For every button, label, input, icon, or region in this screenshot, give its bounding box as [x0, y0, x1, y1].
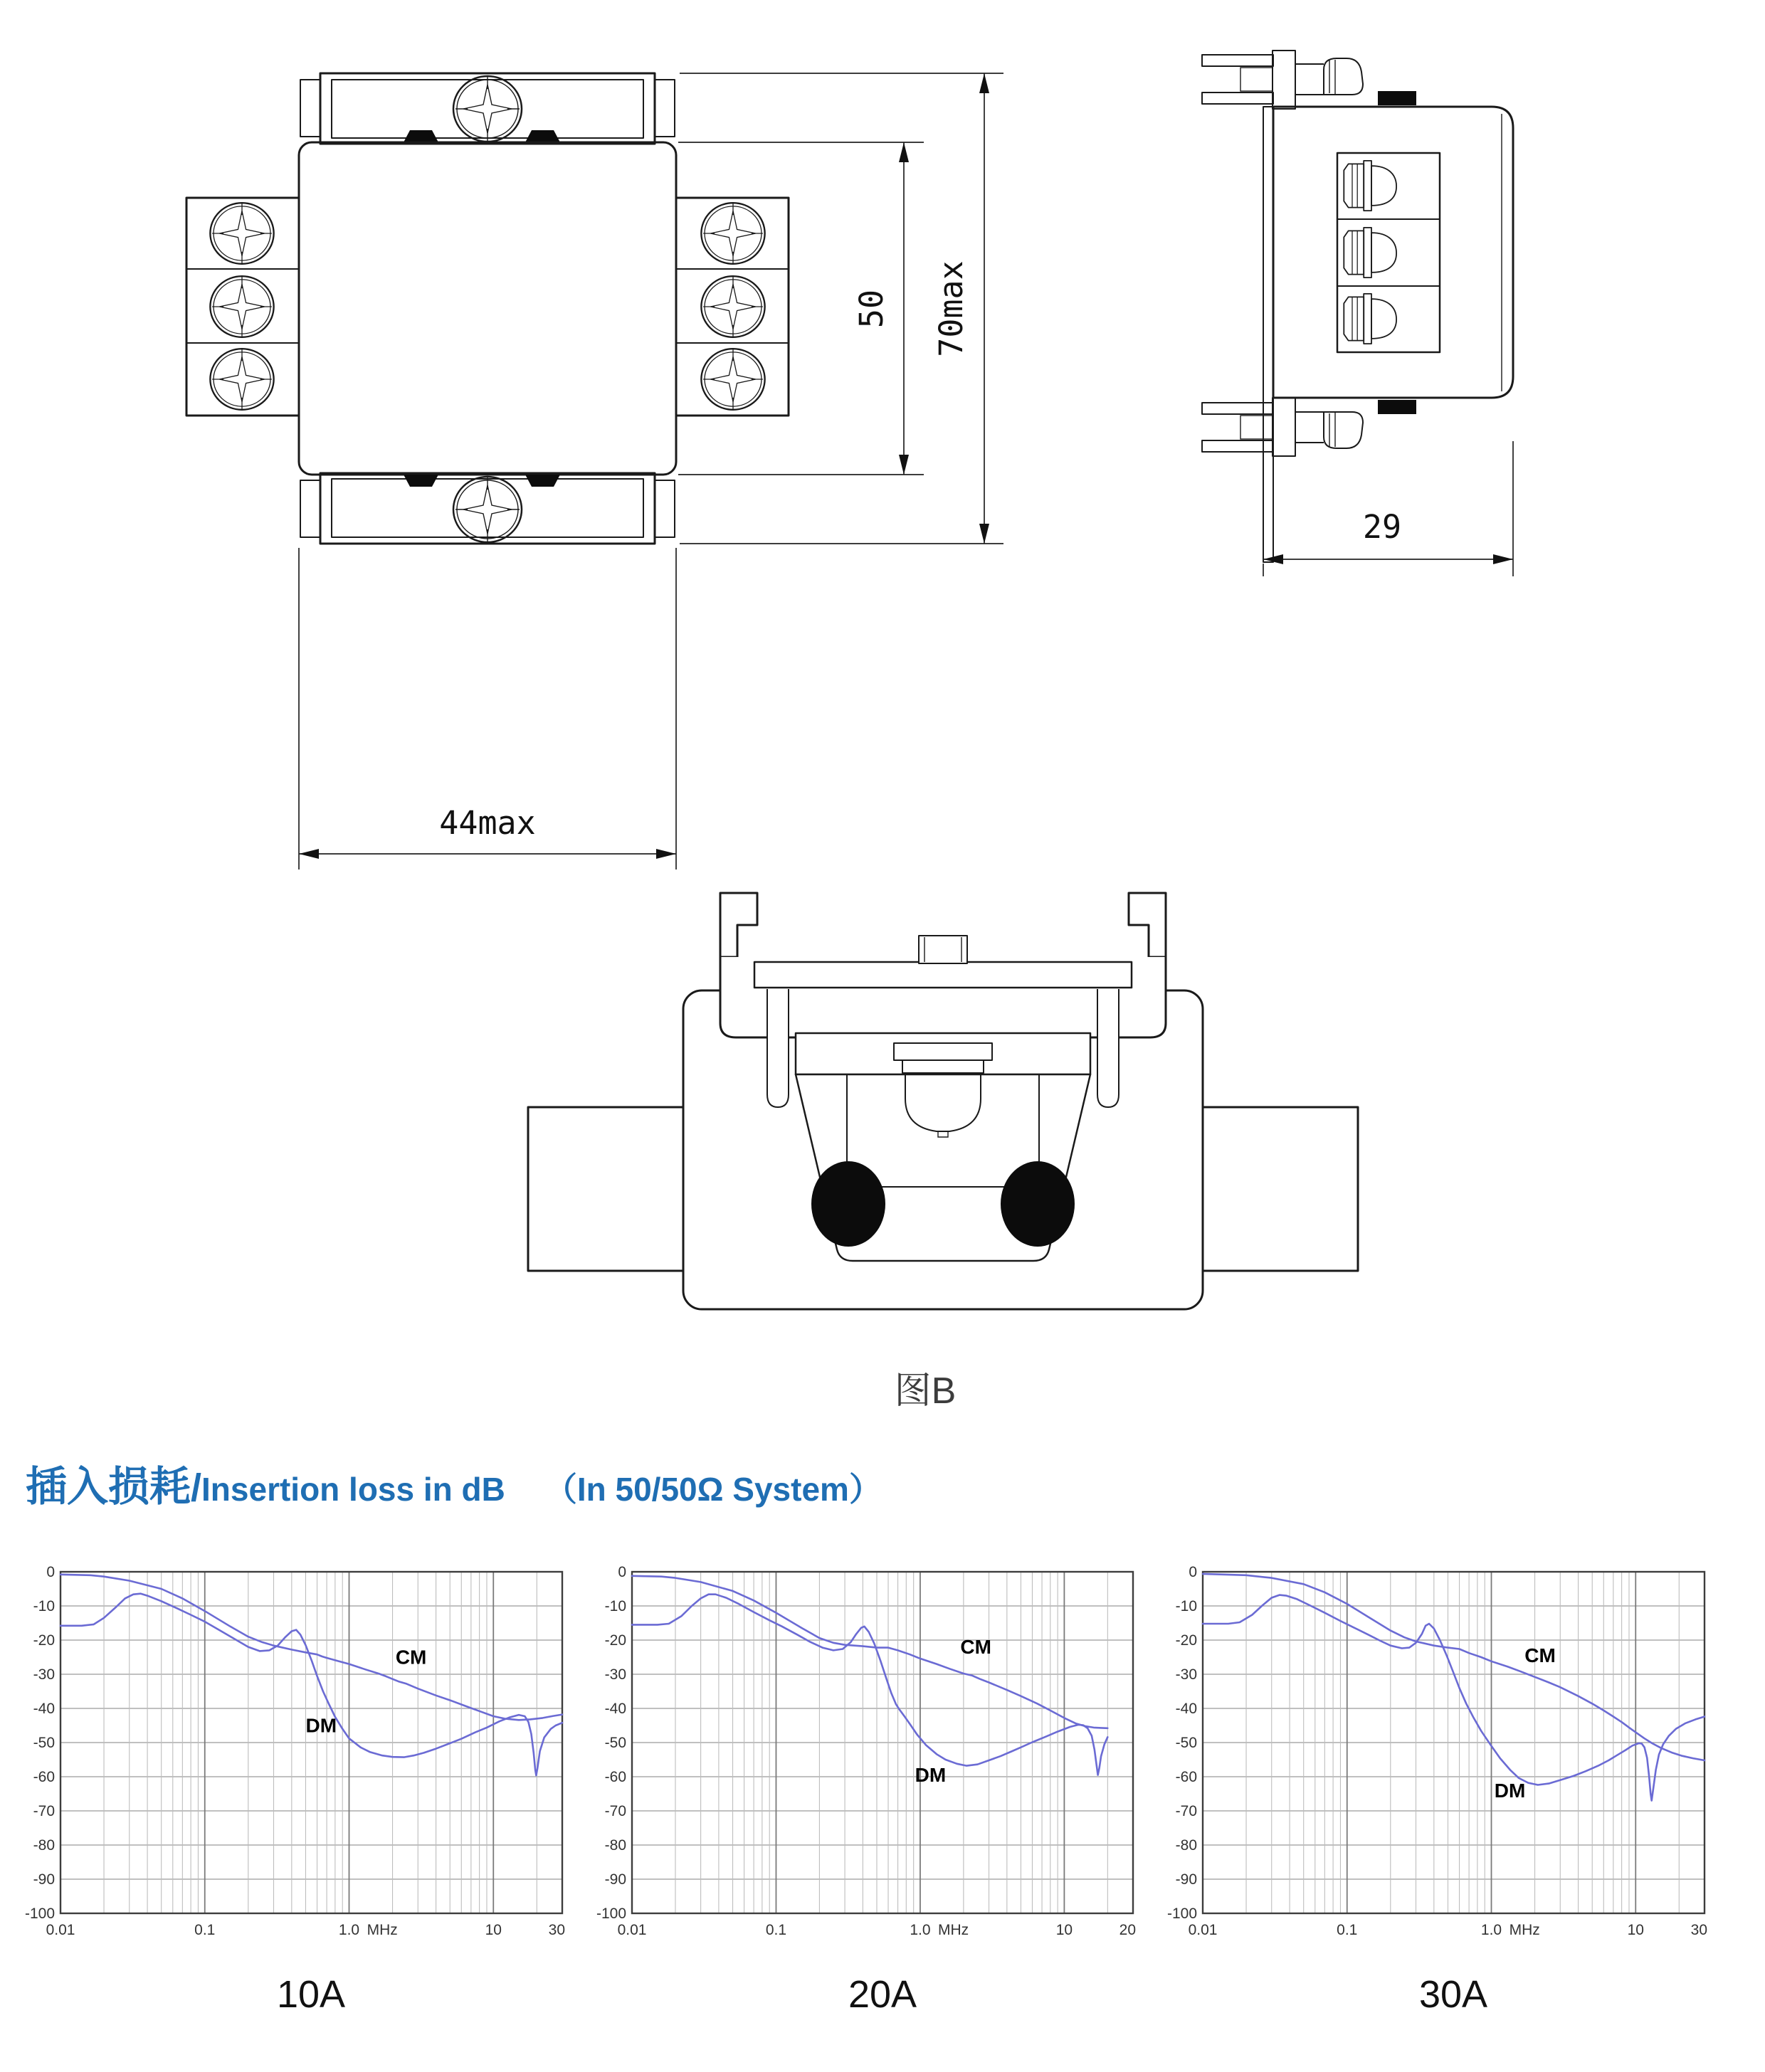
heading-slash: / — [191, 1466, 202, 1509]
x-tick-label: 0.1 — [1337, 1922, 1358, 1938]
x-tick-label: 20 — [1119, 1922, 1137, 1938]
y-tick-label: -50 — [604, 1735, 626, 1751]
cm-series-label: CM — [960, 1636, 991, 1659]
x-tick-label: 0.1 — [194, 1922, 216, 1938]
y-tick-label: -10 — [1175, 1598, 1197, 1614]
y-tick-label: -60 — [1175, 1769, 1197, 1785]
x-tick-label: 10 — [1055, 1922, 1073, 1938]
dimension-44max — [299, 548, 676, 870]
y-tick-label: -20 — [604, 1632, 626, 1649]
front-view-drawing — [186, 73, 789, 544]
y-tick-label: -80 — [33, 1837, 55, 1854]
screw-icon — [701, 276, 764, 337]
y-tick-label: -70 — [1175, 1803, 1197, 1819]
screw-icon — [453, 76, 522, 142]
x-tick-label: 1.0 — [910, 1922, 931, 1938]
chart-20a — [584, 1555, 1160, 1953]
y-tick-label: -40 — [604, 1701, 626, 1717]
y-tick-label: -100 — [1166, 1906, 1197, 1922]
x-tick-label: MHz — [367, 1922, 398, 1938]
chart-title-10a: 10A — [276, 1973, 346, 2016]
y-tick-label: -80 — [604, 1837, 626, 1854]
y-tick-label: -20 — [33, 1632, 55, 1649]
x-tick-label: MHz — [938, 1922, 969, 1938]
y-tick-label: -60 — [604, 1769, 626, 1785]
chart-title-20a: 20A — [848, 1973, 917, 2016]
chart-30a — [1153, 1555, 1729, 1953]
y-tick-label: -60 — [33, 1769, 55, 1785]
dim-side-depth: 29 — [1362, 508, 1402, 546]
figure-b-label: 图B — [894, 1370, 957, 1412]
dm-curve — [632, 1595, 1107, 1775]
dimension-50 — [678, 142, 924, 475]
cm-curve — [632, 1576, 1107, 1728]
y-tick-label: -90 — [604, 1871, 626, 1888]
y-tick-label: -30 — [604, 1666, 626, 1683]
x-tick-label: 0.01 — [1188, 1922, 1218, 1938]
dm-series-label: DM — [1494, 1779, 1526, 1802]
insertion-loss-plot — [14, 1555, 591, 1953]
heading-system: （In 50/50Ω System） — [544, 1471, 882, 1508]
screw-icon — [701, 203, 764, 264]
y-tick-label: -30 — [33, 1666, 55, 1683]
insertion-loss-heading — [26, 1453, 882, 1513]
screw-side-icon — [1344, 294, 1396, 344]
screw-side-icon — [1344, 161, 1396, 211]
x-tick-label: 30 — [548, 1922, 566, 1938]
y-tick-label: -90 — [33, 1871, 55, 1888]
y-tick-label: -10 — [604, 1598, 626, 1614]
x-tick-label: MHz — [1509, 1922, 1540, 1938]
x-tick-label: 0.01 — [46, 1922, 75, 1938]
screw-side-icon — [1344, 228, 1396, 278]
bottom-view-drawing — [528, 893, 1358, 1309]
cm-series-label: CM — [1524, 1644, 1556, 1667]
y-tick-label: -100 — [596, 1906, 626, 1922]
y-tick-label: -50 — [1175, 1735, 1197, 1751]
x-tick-label: 0.01 — [617, 1922, 647, 1938]
x-tick-label: 0.1 — [765, 1922, 787, 1938]
chart-10a — [14, 1555, 591, 1953]
y-tick-label: 0 — [1189, 1564, 1197, 1580]
x-tick-label: 10 — [1627, 1922, 1644, 1938]
dimension-29 — [1263, 441, 1513, 576]
y-tick-label: 0 — [618, 1564, 626, 1580]
y-tick-label: -50 — [33, 1735, 55, 1751]
y-tick-label: -20 — [1175, 1632, 1197, 1649]
y-tick-label: -70 — [604, 1803, 626, 1819]
dim-front-total-height: 70max — [932, 260, 970, 357]
heading-zh: 插入损耗 — [26, 1464, 191, 1510]
y-tick-label: -80 — [1175, 1837, 1197, 1854]
screw-icon — [210, 203, 273, 264]
screw-icon — [210, 349, 273, 410]
heading-en: Insertion loss in dB — [201, 1471, 505, 1508]
chart-title-30a: 30A — [1418, 1973, 1488, 2016]
dm-series-label: DM — [305, 1714, 337, 1737]
y-tick-label: -70 — [33, 1803, 55, 1819]
cm-series-label: CM — [395, 1646, 427, 1669]
y-tick-label: -10 — [33, 1598, 55, 1614]
screw-icon — [701, 349, 764, 410]
screw-icon — [453, 477, 522, 542]
dim-front-width: 44max — [439, 804, 536, 842]
insertion-loss-plot — [1153, 1555, 1729, 1953]
side-view-drawing — [1202, 51, 1513, 562]
y-tick-label: -100 — [24, 1906, 55, 1922]
y-tick-label: 0 — [46, 1564, 55, 1580]
dimension-70max — [680, 73, 1003, 544]
x-tick-label: 30 — [1690, 1922, 1708, 1938]
y-tick-label: -90 — [1175, 1871, 1197, 1888]
insertion-loss-plot — [584, 1555, 1160, 1953]
x-tick-label: 10 — [485, 1922, 502, 1938]
screw-icon — [210, 276, 273, 337]
x-tick-label: 1.0 — [338, 1922, 360, 1938]
x-tick-label: 1.0 — [1480, 1922, 1502, 1938]
y-tick-label: -40 — [1175, 1701, 1197, 1717]
y-tick-label: -40 — [33, 1701, 55, 1717]
dim-front-inner-height: 50 — [853, 289, 890, 329]
y-tick-label: -30 — [1175, 1666, 1197, 1683]
dm-series-label: DM — [915, 1764, 947, 1787]
